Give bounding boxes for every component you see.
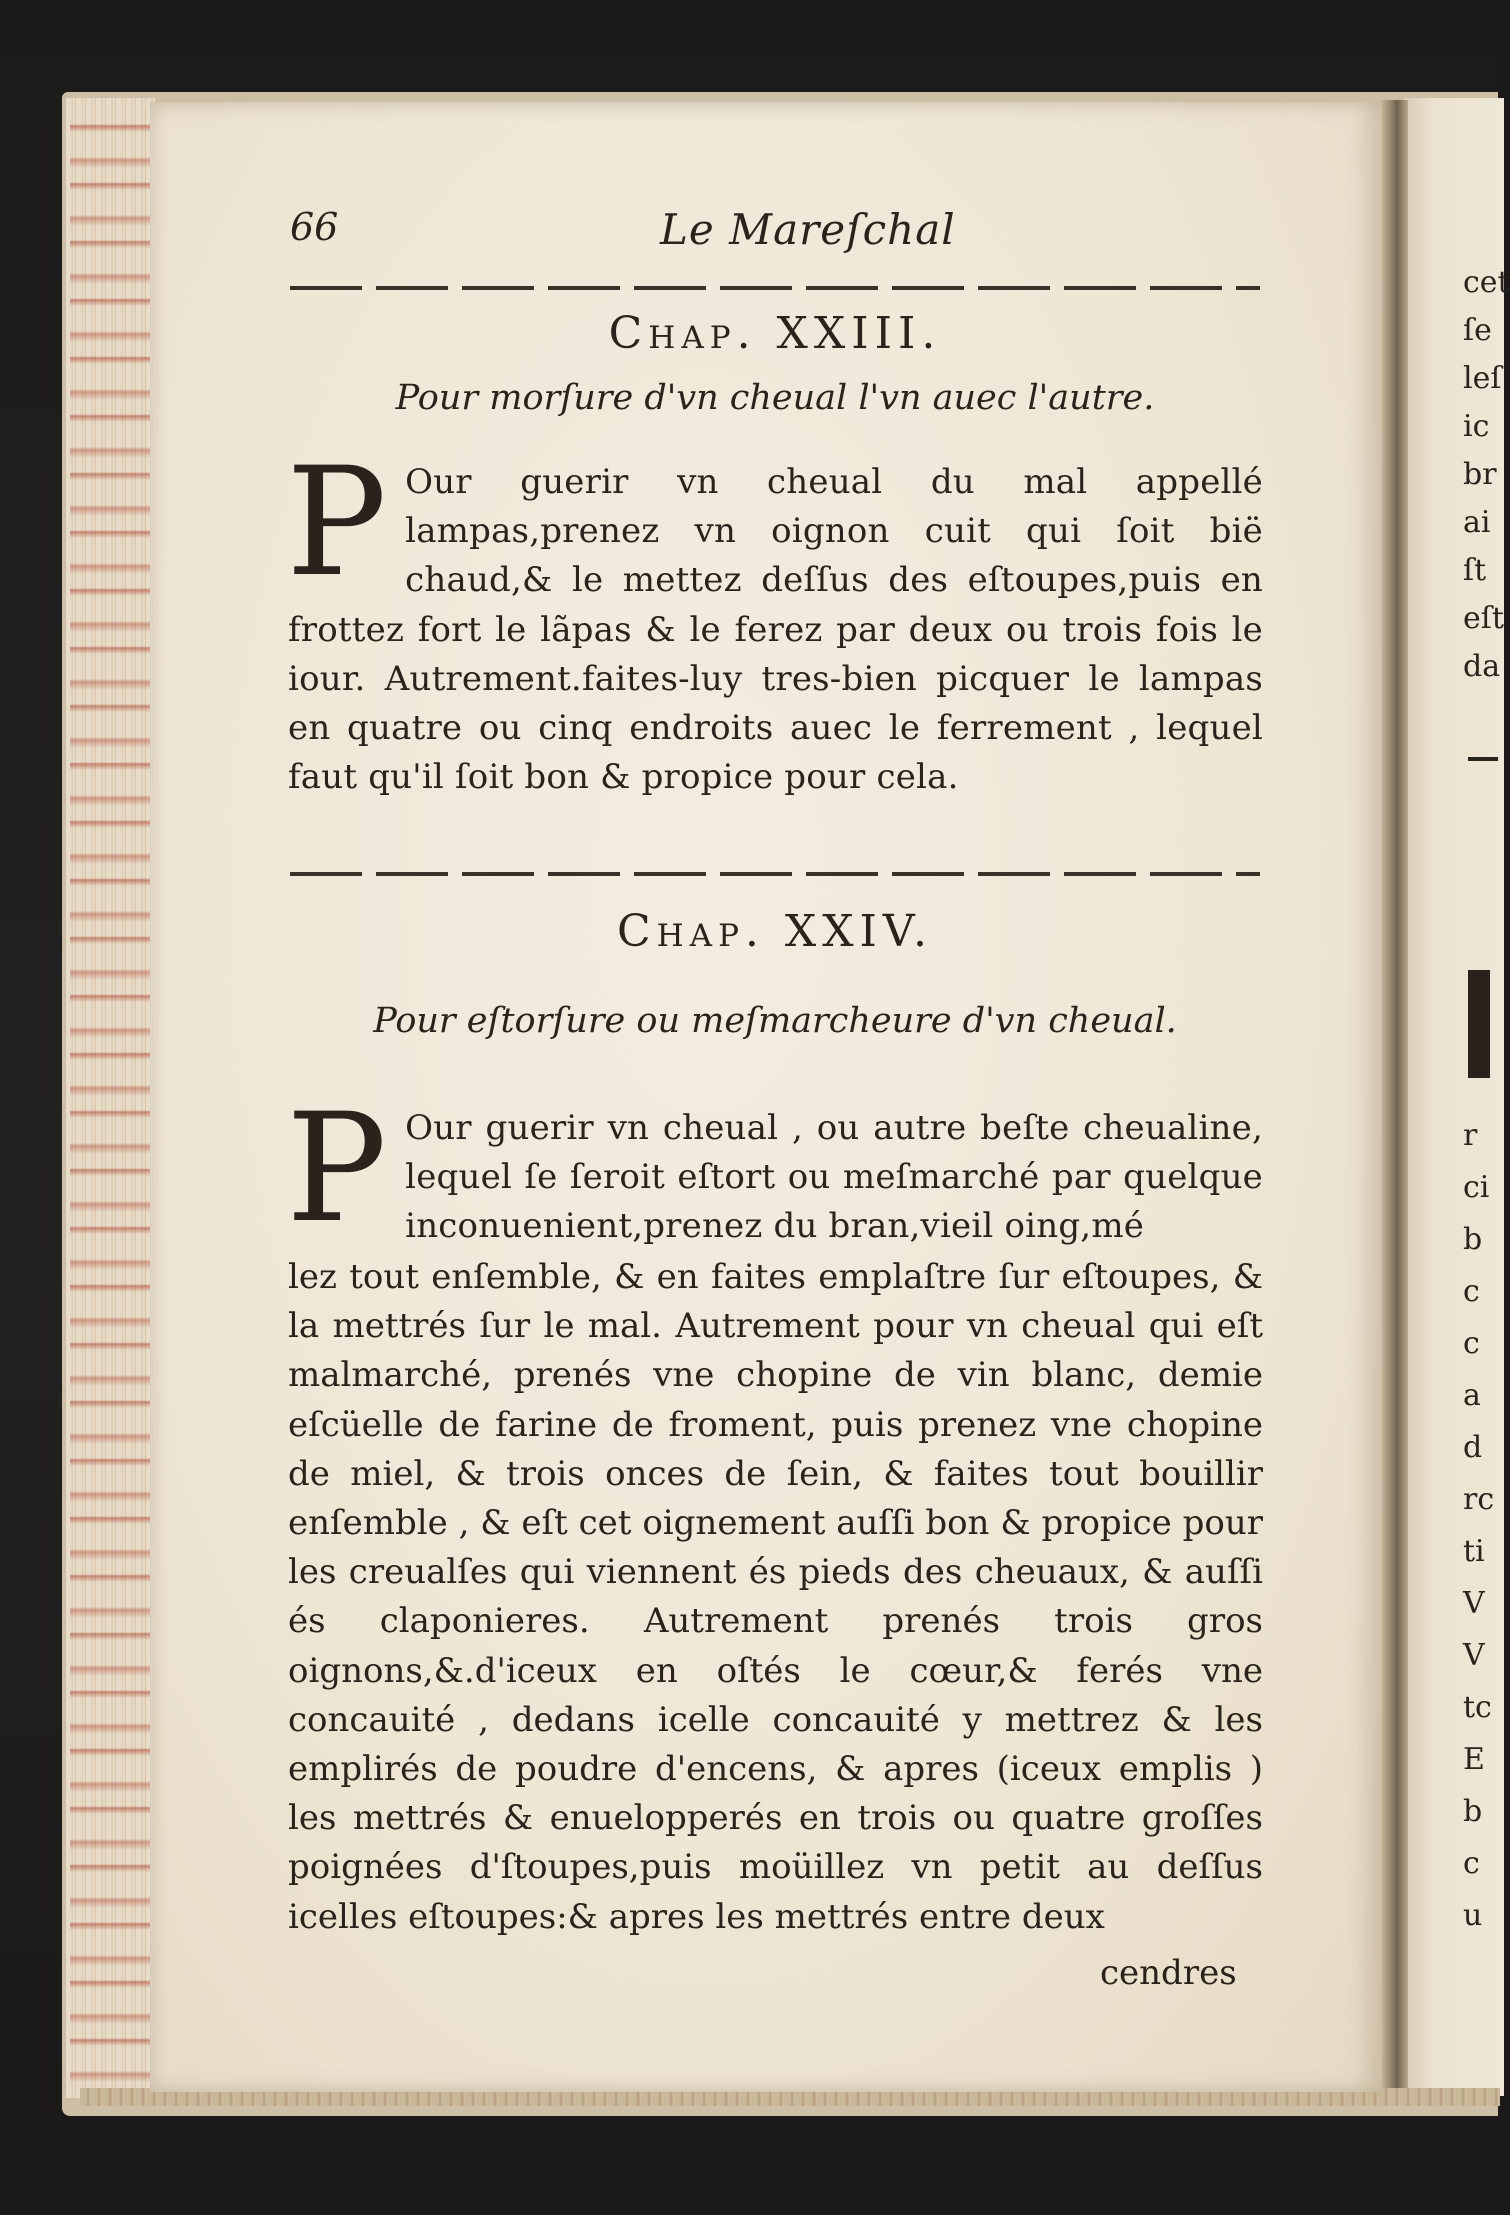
- facing-fragment: ſt: [1463, 553, 1487, 588]
- header-rule: [290, 286, 1260, 290]
- facing-fragment: rc: [1463, 1482, 1495, 1517]
- chapter-23-subtitle: Pour morſure d'vn cheual l'vn auec l'autre.: [395, 378, 1155, 418]
- red-edge-stain: [70, 110, 154, 2090]
- running-title: Le Mareſchal: [660, 205, 956, 254]
- drop-cap: P: [286, 1082, 388, 1256]
- facing-fragment: ti: [1463, 1534, 1485, 1569]
- page-header: [290, 205, 1260, 265]
- facing-fragment: b: [1463, 1222, 1483, 1257]
- catchword: cendres: [1100, 1953, 1237, 1993]
- facing-fragment: r: [1463, 1118, 1478, 1153]
- facing-fragment: V: [1463, 1638, 1485, 1673]
- drop-cap: P: [286, 436, 388, 610]
- facing-drop-cap: [1468, 970, 1490, 1078]
- chapter-24-heading: Chap. XXIV.: [616, 906, 934, 957]
- facing-fragment: da: [1463, 649, 1501, 684]
- chapter-23-paragraph: [286, 436, 1263, 802]
- book-gutter: [1380, 100, 1408, 2100]
- facing-fragment: leſ: [1463, 361, 1502, 396]
- facing-fragment: c: [1463, 1846, 1480, 1881]
- facing-rule: [1468, 757, 1498, 761]
- facing-fragment: ai: [1463, 505, 1491, 540]
- paragraph-text: Our guerir vn cheual , ou autre beſte cheualine, lequel ſe ſeroit eſtort ou meſmarché par quelque inconuenient,prenez du bran,vieil oing,mé: [405, 1108, 1263, 1247]
- facing-fragment: a: [1463, 1378, 1481, 1413]
- facing-fragment: u: [1463, 1898, 1483, 1933]
- facing-fragment: ſe: [1463, 313, 1492, 348]
- facing-fragment: br: [1463, 457, 1497, 492]
- facing-page: [1404, 98, 1504, 2096]
- page-number: 66: [290, 205, 339, 249]
- facing-fragment: c: [1463, 1326, 1480, 1361]
- chapter-24-paragraph-start: [286, 1082, 1263, 1256]
- facing-fragment: V: [1463, 1586, 1485, 1621]
- paragraph-text: Our guerir vn cheual du mal appellé lampas,prenez vn oignon cuit qui ſoit bië chaud,& le mettez deſſus des eſtoupes,puis en frottez fort le lãpas & le ferez par deux ou trois fois le iour. Autrement.faites-luy tres-bien picquer le lampas en quatre ou cinq endroits auec le ferrement , lequel faut qu'il ſoit bon & propice pour cela.: [288, 462, 1263, 798]
- facing-fragment: c: [1463, 1274, 1480, 1309]
- facing-fragment: d: [1463, 1430, 1483, 1465]
- chapter-24-paragraph-rest: lez tout enſemble, & en faites emplaſtre ſur eſtoupes, & la mettrés ſur le mal. Autrement pour vn cheual qui eſt malmarché, prenés vne chopine de vin blanc, demie eſcüelle de farine de froment, puis prenez vne chopine de miel, & trois onces de ſein, & faites tout bouillir enſemble , & eſt cet oignement auſſi bon & propice pour les creualſes qui viennent és pieds des cheuaux, & auſſi és claponieres. Autrement prenés trois gros oignons,&.d'iceux en oſtés le cœur,& ferés vne concauité , dedans icelle concauité y mettrez & les emplirés de poudre d'encens, & apres (iceux emplis ) les mettrés & enuelopperés en trois ou quatre groſſes poignées d'ſtoupes,puis moüillez vn petit au deſſus icelles eſtoupes:& apres les mettrés entre deux: [288, 1257, 1263, 1937]
- facing-fragment: tc: [1463, 1690, 1492, 1725]
- facing-fragment: eſt: [1463, 601, 1504, 636]
- facing-fragment: ic: [1463, 409, 1490, 444]
- facing-fragment: b: [1463, 1794, 1483, 1829]
- facing-fragment: E: [1463, 1742, 1485, 1777]
- chapter-23-heading: Chap. XXIII.: [608, 308, 942, 359]
- facing-fragment: ci: [1463, 1170, 1490, 1205]
- section-rule: [290, 872, 1260, 876]
- facing-fragment: cet: [1463, 265, 1510, 300]
- chapter-24-subtitle: Pour eſtorſure ou meſmarcheure d'vn cheual.: [373, 1001, 1177, 1041]
